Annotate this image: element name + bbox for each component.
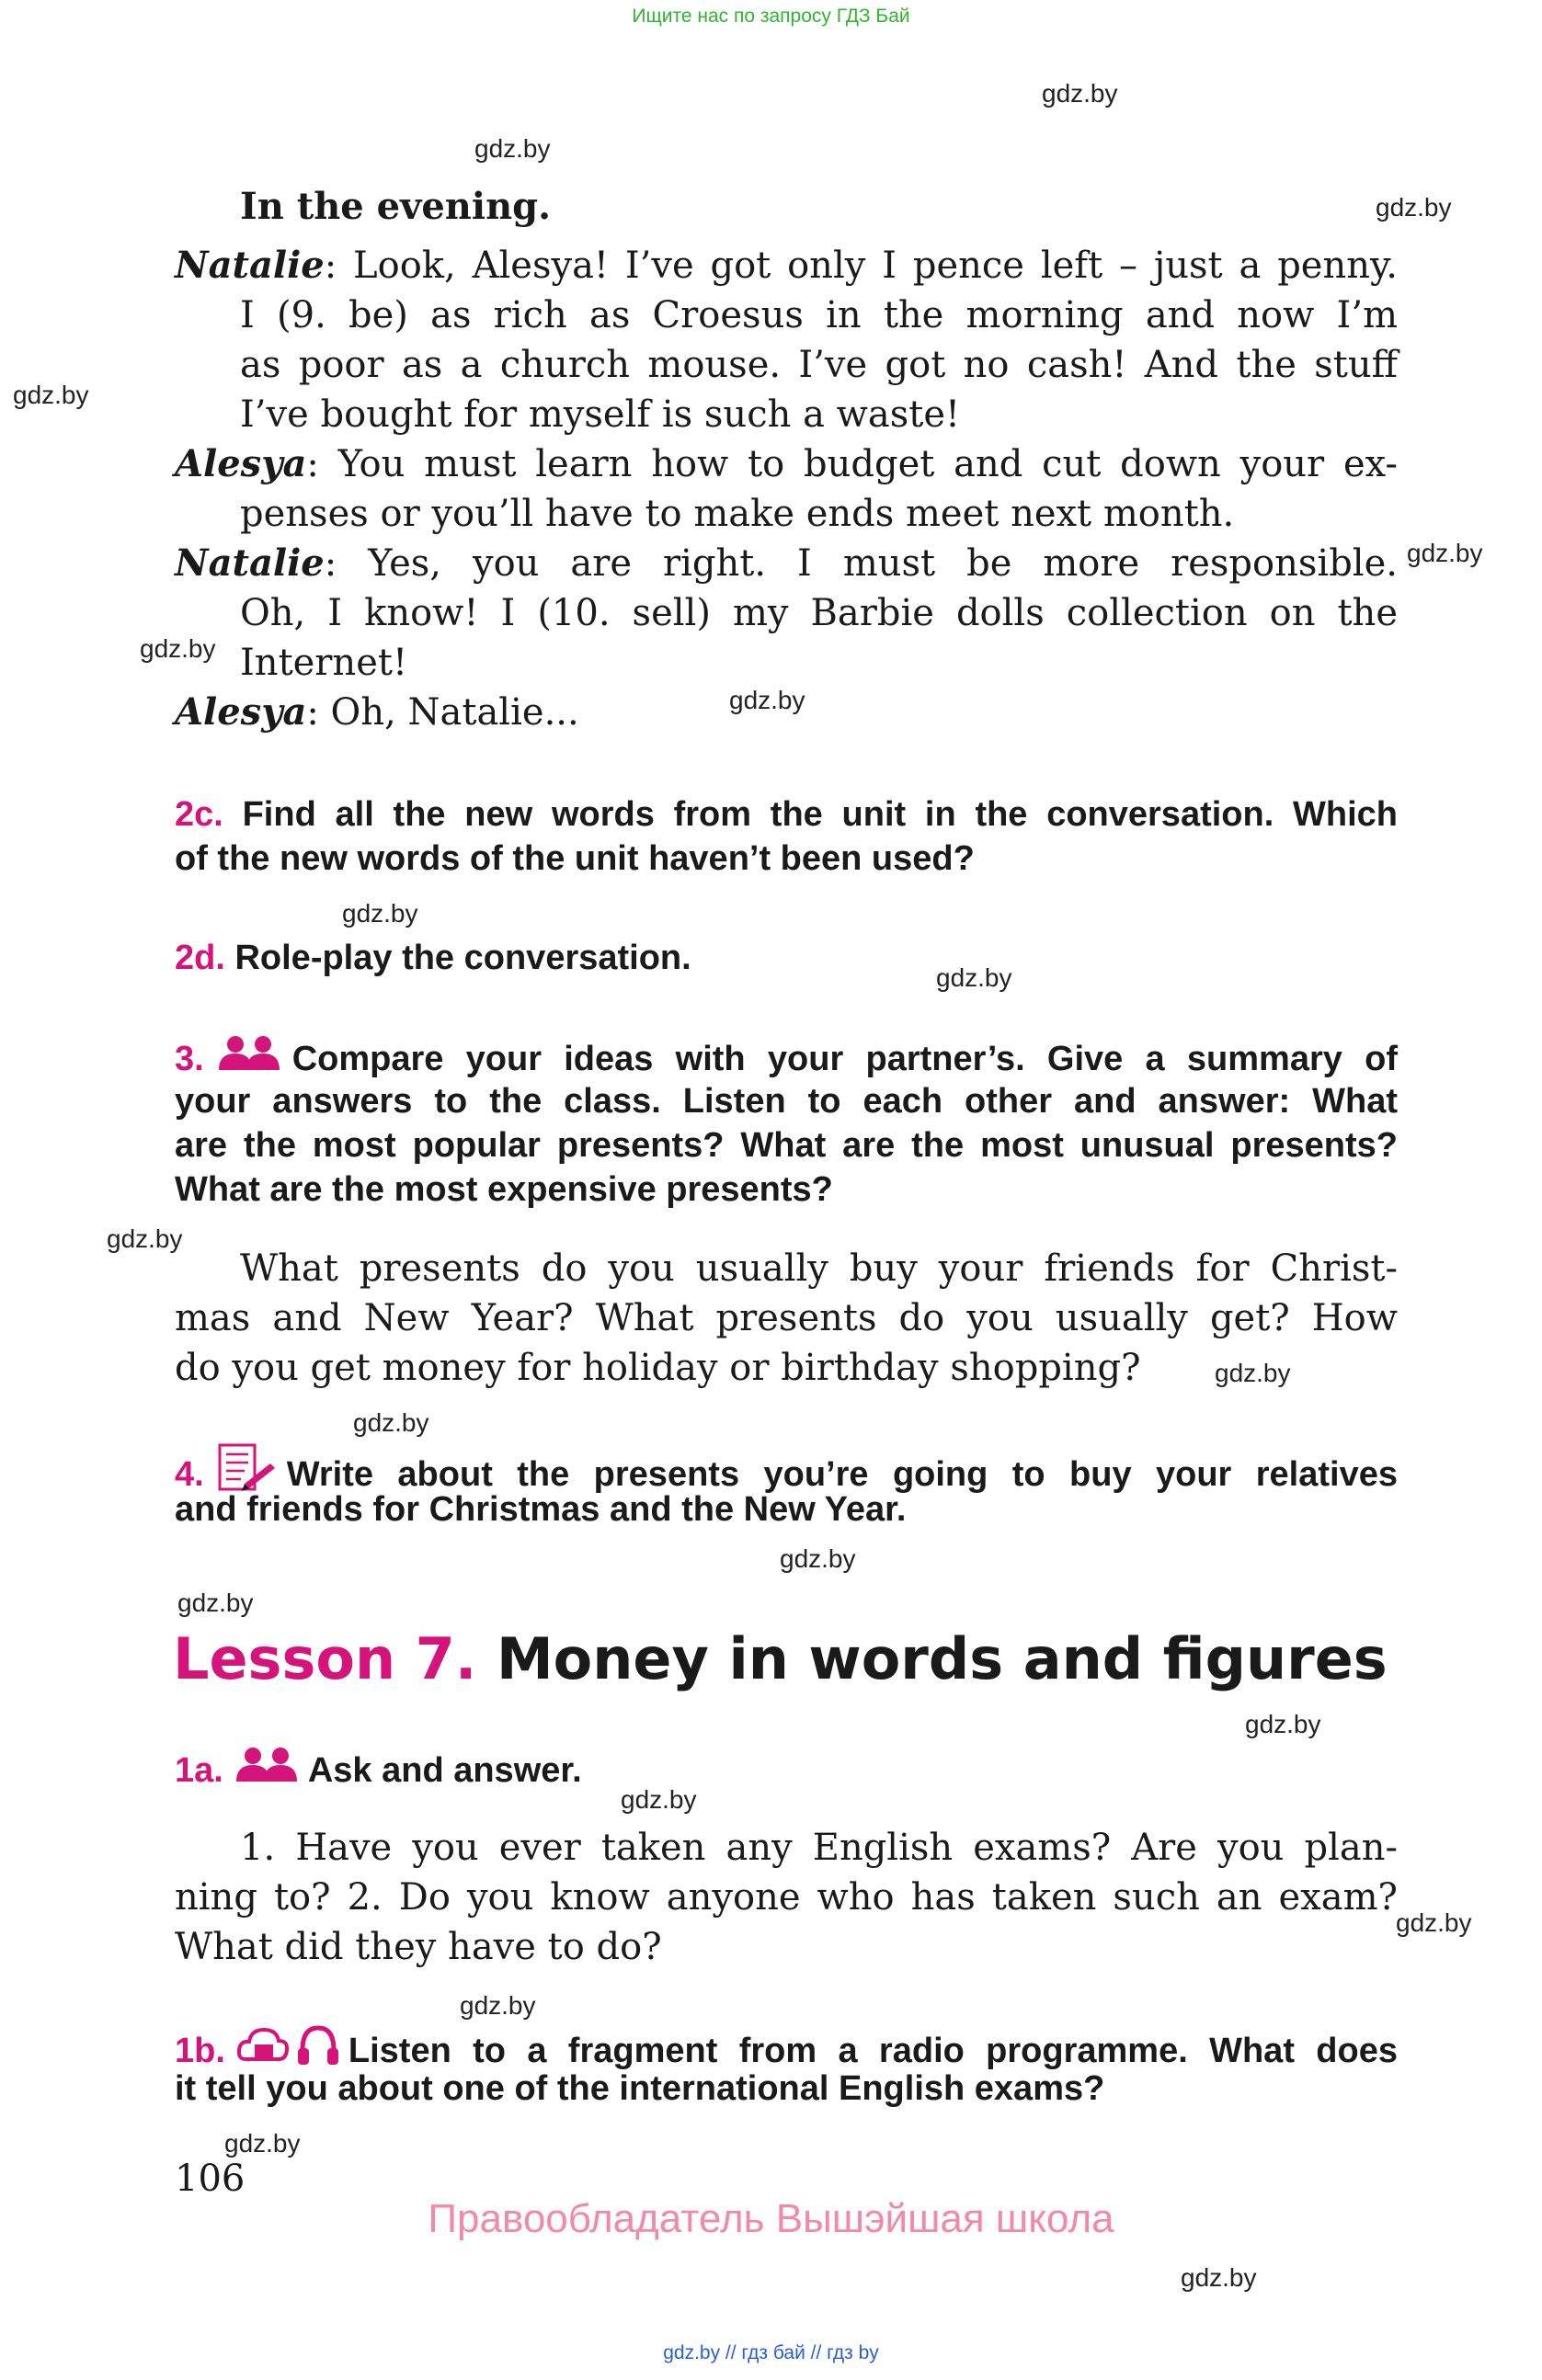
watermark: gdz.by xyxy=(13,381,89,409)
lesson-number: Lesson 7. xyxy=(173,1625,477,1692)
task-text: your answers to the class. Listen to each other and answer: What xyxy=(175,1082,1398,1121)
watermark: gdz.by xyxy=(1245,1710,1321,1738)
lesson-title: Money in words and figures xyxy=(496,1625,1388,1692)
task-number: 1a. xyxy=(175,1751,223,1790)
watermark: gdz.by xyxy=(1407,539,1483,567)
copyright-notice: Правообладатель Вышэйшая школа xyxy=(428,2196,1114,2241)
watermark: gdz.by xyxy=(1042,79,1118,108)
task-4: 4. Write about the presents you’re going to buy your relatives xyxy=(175,1443,1398,1506)
dialogue-line: Alesya: Oh, Natalie... xyxy=(175,690,579,734)
task-body: What did they have to do? xyxy=(175,1926,662,1968)
scene-heading: In the evening. xyxy=(240,185,552,228)
page-number: 106 xyxy=(175,2158,246,2200)
pair-work-icon xyxy=(217,1035,281,1083)
dialogue-line: penses or you’ll have to make ends meet next month. xyxy=(240,493,1235,535)
dialogue-line: Internet! xyxy=(240,642,408,684)
dialogue-line: Alesya: You must learn how to budget and cut down your ex- xyxy=(175,442,1398,485)
task-number: 2c. xyxy=(175,795,223,834)
task-text: What are the most expensive presents? xyxy=(175,1170,833,1209)
task-3: 3. Compare your ideas with your partner’s. Give a summary of xyxy=(175,1035,1398,1083)
speaker-name: Natalie xyxy=(175,244,325,287)
task-body: ning to? 2. Do you know anyone who has taken such an exam? xyxy=(175,1876,1398,1919)
task-body: do you get money for holiday or birthday shopping? xyxy=(175,1347,1141,1389)
dialogue-line: Natalie: Yes, you are right. I must be more responsible. xyxy=(175,541,1398,585)
lesson-heading xyxy=(173,1625,1388,1692)
speaker-name: Natalie xyxy=(175,541,325,585)
watermark: gdz.by xyxy=(177,1589,254,1617)
task-body: mas and New Year? What presents do you usually get? How xyxy=(175,1297,1398,1339)
watermark: gdz.by xyxy=(1181,2263,1257,2292)
top-banner[interactable]: Ищите нас по запросу ГДЗ Бай xyxy=(632,6,910,27)
dialogue-line: Oh, I know! I (10. sell) my Barbie dolls collection on the xyxy=(240,592,1398,634)
watermark: gdz.by xyxy=(224,2129,301,2158)
task-text: are the most popular presents? What are the most unusual presents? xyxy=(175,1126,1398,1165)
speaker-name: Alesya xyxy=(175,442,307,485)
task-1a: 1a. Ask and answer. xyxy=(175,1747,582,1794)
watermark: gdz.by xyxy=(621,1785,697,1814)
watermark: gdz.by xyxy=(780,1544,856,1573)
speaker-name: Alesya xyxy=(175,690,307,734)
task-text: and friends for Christmas and the New Year. xyxy=(175,1490,907,1529)
task-1b: 1b. Listen to a fragment from a radio programme. What does xyxy=(175,2022,1398,2079)
task-number: 1b. xyxy=(175,2032,225,2070)
watermark: gdz.by xyxy=(474,134,551,163)
watermark: gdz.by xyxy=(1215,1359,1291,1387)
dialogue-line: as poor as a church mouse. I’ve got no cash! And the stuff xyxy=(240,344,1398,386)
footer-links[interactable]: gdz.by // гдз бай // гдз by xyxy=(663,2342,879,2363)
watermark: gdz.by xyxy=(342,899,418,928)
task-text: of the new words of the unit haven’t been used? xyxy=(175,839,975,878)
task-body: 1. Have you ever taken any English exams? Are you plan- xyxy=(240,1827,1398,1869)
task-number: 4. xyxy=(175,1455,204,1494)
watermark: gdz.by xyxy=(460,1991,536,2020)
task-number: 3. xyxy=(175,1040,204,1078)
dialogue-line: I (9. be) as rich as Croesus in the morning and now I’m xyxy=(240,294,1398,336)
watermark: gdz.by xyxy=(1396,1908,1472,1937)
dialogue-line: Natalie: Look, Alesya! I’ve got only I pence left – just a penny. xyxy=(175,244,1398,287)
watermark: gdz.by xyxy=(729,686,805,714)
watermark: gdz.by xyxy=(353,1408,429,1437)
task-number: 2d. xyxy=(175,939,225,977)
task-2c: 2c. Find all the new words from the unit in the conversation. Which xyxy=(175,795,1398,834)
pair-work-icon xyxy=(234,1747,299,1794)
watermark: gdz.by xyxy=(107,1224,183,1253)
task-body: What presents do you usually buy your friends for Christ- xyxy=(240,1247,1398,1290)
dialogue-line: I’ve bought for myself is such a waste! xyxy=(240,393,961,436)
task-text: it tell you about one of the international English exams? xyxy=(175,2069,1105,2108)
watermark: gdz.by xyxy=(140,634,216,663)
task-2d: 2d. Role-play the conversation. xyxy=(175,939,691,977)
watermark: gdz.by xyxy=(1376,193,1452,222)
watermark: gdz.by xyxy=(936,963,1012,992)
